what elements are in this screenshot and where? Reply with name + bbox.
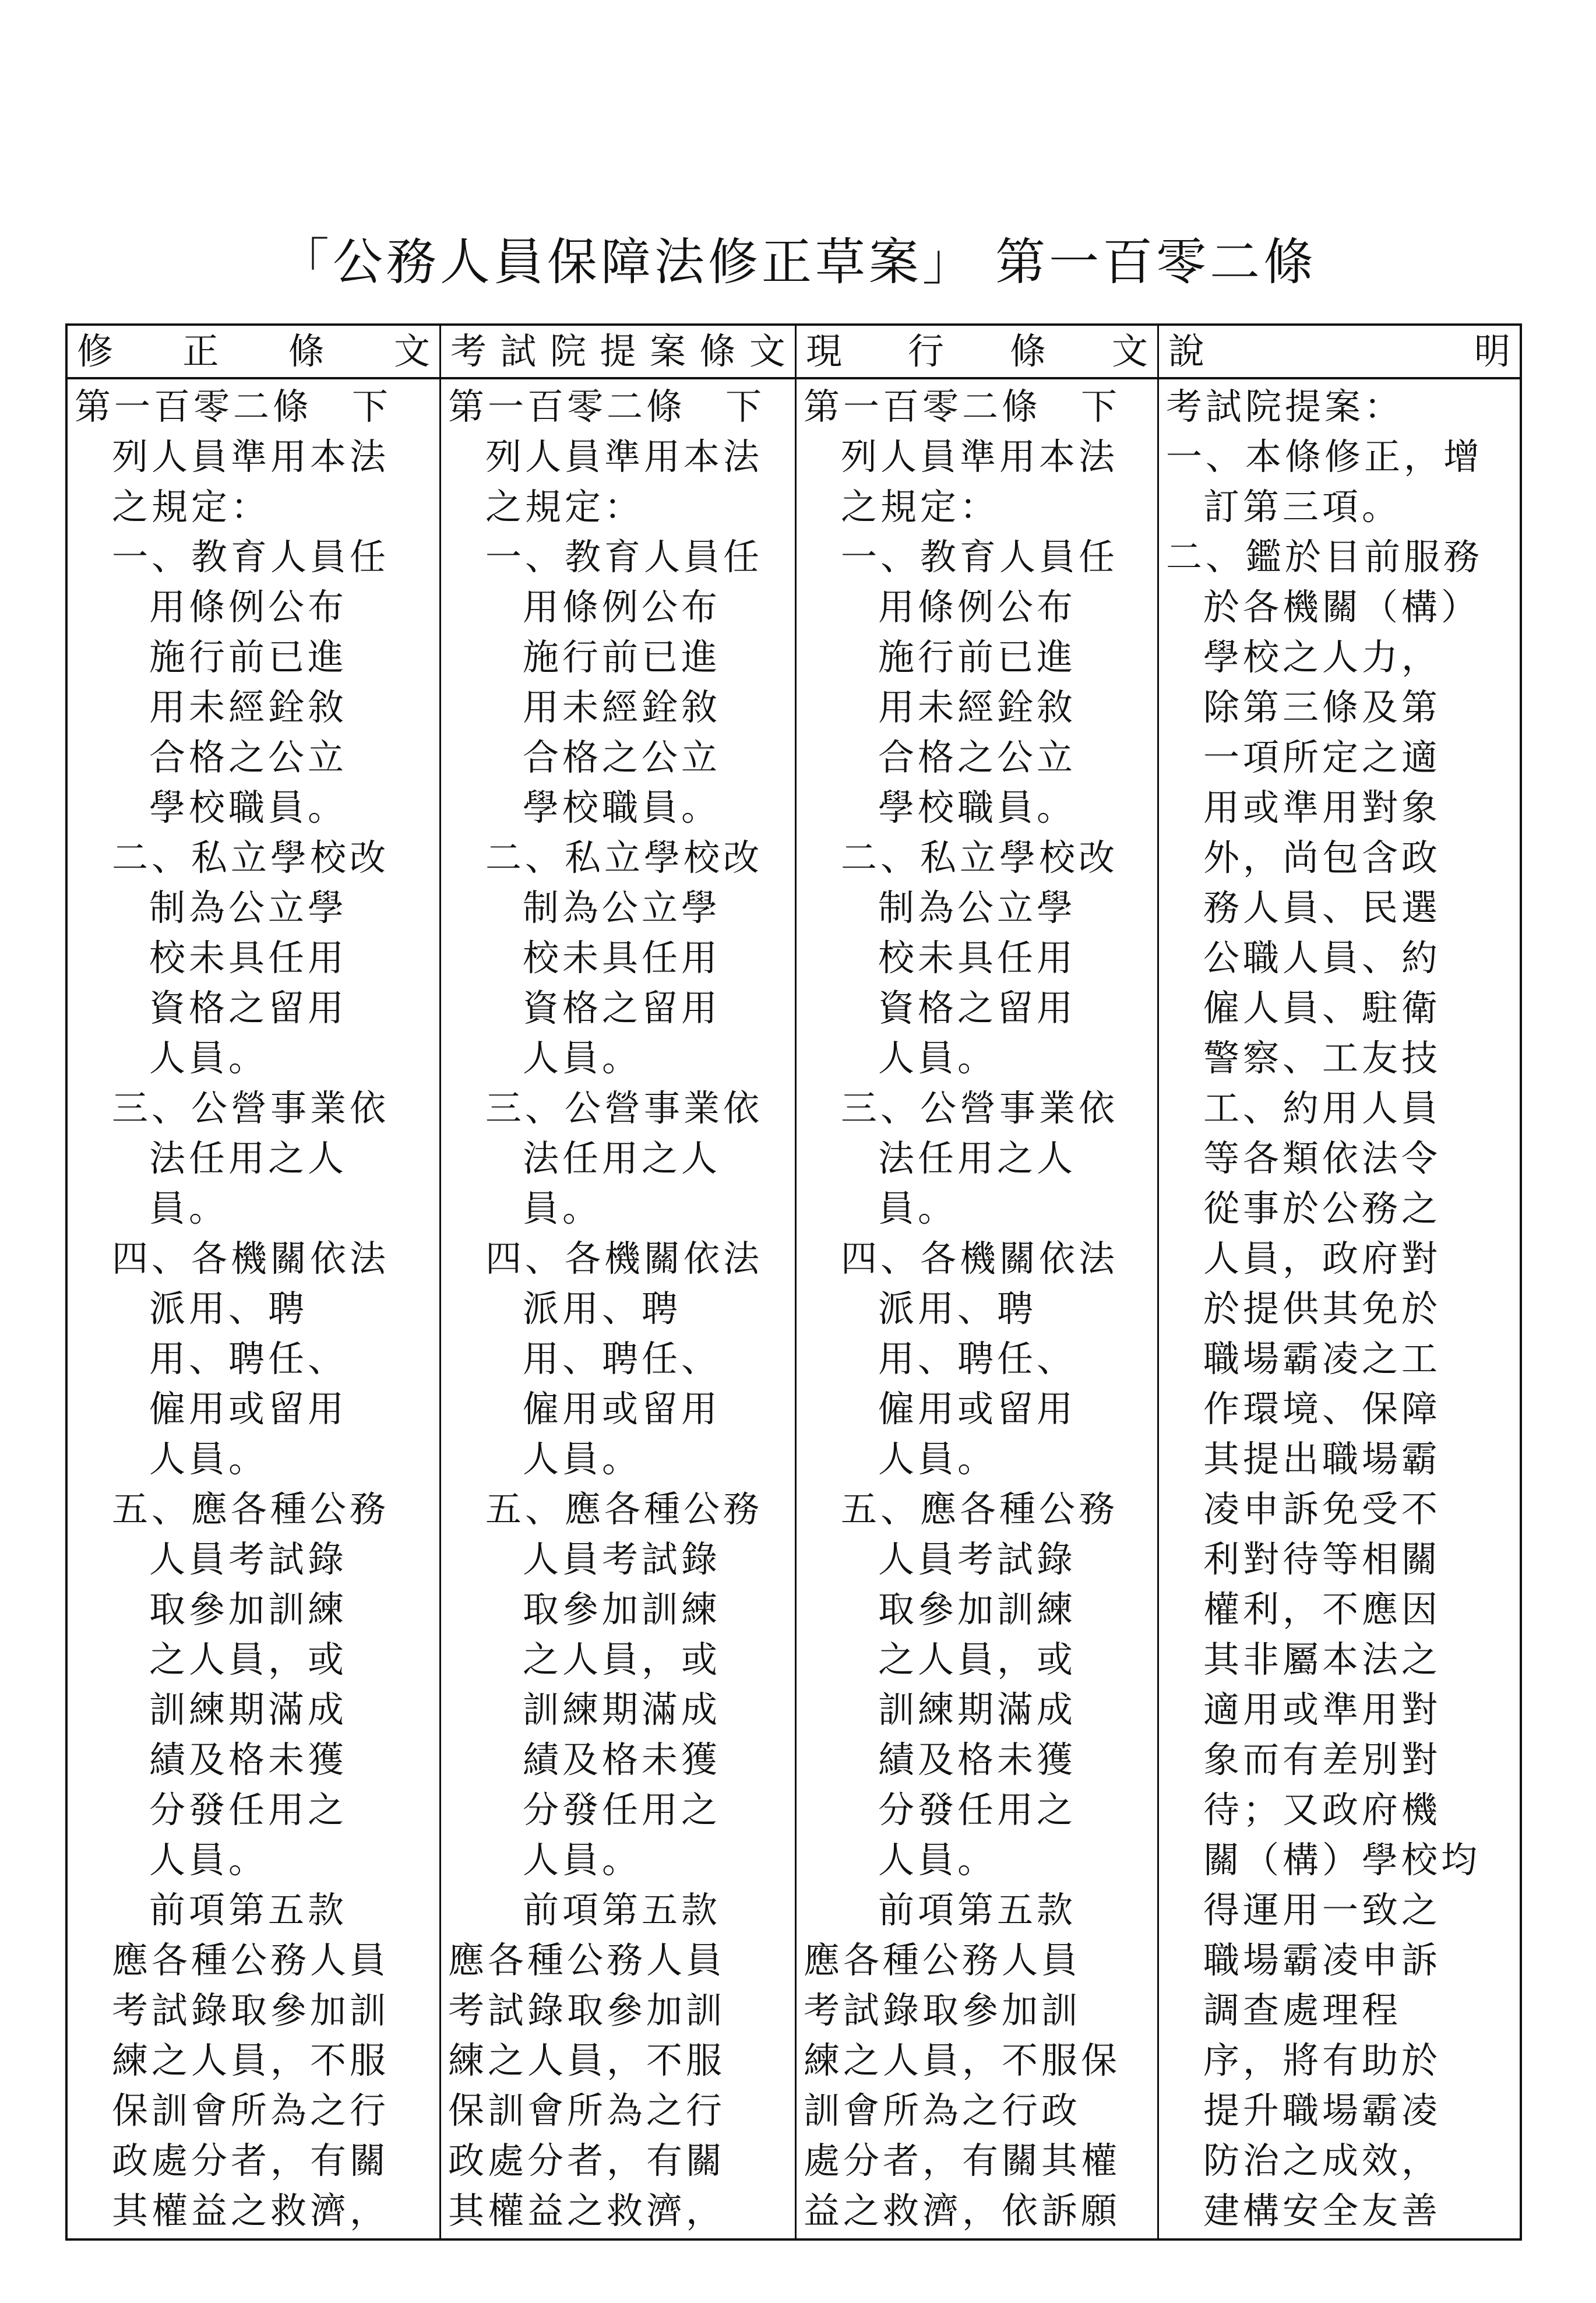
text-line: 學校職員。 [878, 786, 1077, 829]
text-line: 派用、聘 [523, 1287, 682, 1330]
text-line: 從事於公務之 [1203, 1187, 1442, 1230]
text-line: 其權益之救濟， [112, 2189, 390, 2232]
text-line: 關（構）學校均 [1203, 1839, 1481, 1881]
text-line: 考試錄取參加訓 [448, 1989, 726, 2031]
text-line: 派用、聘 [878, 1287, 1037, 1330]
text-line: 人員。 [878, 1438, 998, 1480]
column-header-char: 明 [1474, 330, 1510, 372]
text-line: 用條例公布 [523, 586, 721, 628]
text-line: 得運用一致之 [1203, 1889, 1442, 1931]
text-line: 待；又政府機 [1203, 1788, 1442, 1831]
text-line: 提升職場霸凌 [1203, 2089, 1442, 2132]
text-line: 警察、工友技 [1203, 1037, 1442, 1079]
text-line: 四、各機關依法 [485, 1237, 763, 1280]
text-line: 資格之留用 [523, 987, 721, 1029]
text-line: 之規定： [841, 485, 1000, 528]
text-line: 僱用或留用 [149, 1388, 348, 1430]
text-line: 學校職員。 [149, 786, 348, 829]
text-line: 利對待等相關 [1203, 1538, 1442, 1580]
text-line: 列人員準用本法 [841, 435, 1119, 478]
text-line: 考試錄取參加訓 [112, 1989, 390, 2031]
text-line: 資格之留用 [878, 987, 1077, 1029]
column-header-char: 行 [907, 330, 944, 372]
text-line: 人員。 [149, 1438, 269, 1480]
text-line: 訓練期滿成 [523, 1688, 721, 1731]
text-line: 權利，不應因 [1203, 1588, 1442, 1631]
text-line: 務人員、民選 [1203, 886, 1442, 929]
text-line: 第一百零二條 下 [804, 385, 1121, 428]
text-line: 訂第三項。 [1203, 485, 1402, 528]
text-line: 訓練期滿成 [149, 1688, 348, 1731]
text-line: 用條例公布 [149, 586, 348, 628]
text-line: 人員考試錄 [149, 1538, 348, 1580]
text-line: 作環境、保障 [1203, 1388, 1442, 1430]
text-line: 二、鑑於目前服務 [1166, 536, 1484, 578]
column-header-char: 條 [1009, 330, 1046, 372]
text-line: 一、教育人員任 [485, 536, 763, 578]
text-line: 校未具任用 [523, 936, 721, 979]
column-header-char: 條 [699, 330, 736, 372]
text-line: 施行前已進 [523, 636, 721, 678]
text-line: 應各種公務人員 [448, 1939, 726, 1981]
text-line: 五、應各種公務 [112, 1488, 390, 1530]
column-body [797, 382, 1157, 2238]
text-line: 員。 [523, 1187, 603, 1230]
column-header-exam-yuan [441, 326, 795, 379]
text-line: 列人員準用本法 [112, 435, 390, 478]
text-line: 施行前已進 [878, 636, 1077, 678]
text-line: 其提出職場霸 [1203, 1438, 1442, 1480]
text-line: 學校職員。 [523, 786, 721, 829]
text-line: 凌申訴免受不 [1203, 1488, 1442, 1530]
text-line: 適用或準用對 [1203, 1688, 1442, 1731]
column-header-char: 正 [182, 330, 219, 372]
text-line: 考試錄取參加訓 [804, 1989, 1081, 2031]
text-line: 制為公立學 [878, 886, 1077, 929]
text-line: 績及格未獲 [149, 1738, 348, 1781]
text-line: 二、私立學校改 [485, 836, 763, 879]
text-line: 一、教育人員任 [841, 536, 1119, 578]
text-line: 於各機關（構） [1203, 586, 1481, 628]
text-line: 於提供其免於 [1203, 1287, 1442, 1330]
text-line: 用或準用對象 [1203, 786, 1442, 829]
text-line: 之規定： [485, 485, 644, 528]
text-line: 一項所定之適 [1203, 736, 1442, 779]
column-exam-yuan-proposal [439, 326, 795, 2238]
text-line: 四、各機關依法 [112, 1237, 390, 1280]
text-line: 分發任用之 [878, 1788, 1077, 1831]
page-title: 「公務人員保障法修正草案」 第一百零二條 [279, 233, 1317, 291]
text-line: 練之人員，不服保 [804, 2039, 1121, 2082]
column-header-explanation [1159, 326, 1520, 379]
comparison-table [65, 323, 1522, 2241]
column-header-amended [68, 326, 439, 379]
text-line: 練之人員，不服 [448, 2039, 726, 2082]
text-line: 外，尚包含政 [1203, 836, 1442, 879]
text-line: 公職人員、約 [1203, 936, 1442, 979]
column-header-char: 院 [549, 330, 586, 372]
text-line: 人員。 [523, 1839, 642, 1881]
column-header-char: 說 [1168, 330, 1205, 372]
text-line: 員。 [149, 1187, 229, 1230]
text-line: 五、應各種公務 [485, 1488, 763, 1530]
text-line: 處分者，有關其權 [804, 2139, 1121, 2182]
text-line: 派用、聘 [149, 1287, 308, 1330]
column-header-char: 文 [749, 330, 785, 372]
text-line: 二、私立學校改 [841, 836, 1119, 879]
text-line: 其非屬本法之 [1203, 1638, 1442, 1681]
column-amended-text [68, 326, 439, 2238]
text-line: 分發任用之 [149, 1788, 348, 1831]
text-line: 象而有差別對 [1203, 1738, 1442, 1781]
text-line: 訓練期滿成 [878, 1688, 1077, 1731]
text-line: 人員。 [878, 1839, 998, 1881]
text-line: 僱用或留用 [878, 1388, 1077, 1430]
text-line: 建構安全友善 [1203, 2189, 1442, 2232]
text-line: 工、約用人員 [1203, 1087, 1442, 1129]
text-line: 合格之公立 [523, 736, 721, 779]
column-header-char: 考 [450, 330, 487, 372]
text-line: 績及格未獲 [878, 1738, 1077, 1781]
text-line: 用、聘任、 [878, 1337, 1077, 1380]
text-line: 之人員，或 [523, 1638, 721, 1681]
text-line: 三、公營事業依 [485, 1087, 763, 1129]
text-line: 法任用之人 [878, 1137, 1077, 1179]
text-line: 其權益之救濟， [448, 2189, 726, 2232]
text-line: 政處分者，有關 [448, 2139, 726, 2182]
text-line: 學校之人力， [1203, 636, 1442, 678]
text-line: 人員考試錄 [523, 1538, 721, 1580]
text-line: 制為公立學 [523, 886, 721, 929]
text-line: 保訓會所為之行 [112, 2089, 390, 2132]
text-line: 等各類依法令 [1203, 1137, 1442, 1179]
text-line: 序，將有助於 [1203, 2039, 1442, 2082]
text-line: 練之人員，不服 [112, 2039, 390, 2082]
text-line: 制為公立學 [149, 886, 348, 929]
text-line: 應各種公務人員 [804, 1939, 1081, 1981]
text-line: 用條例公布 [878, 586, 1077, 628]
text-line: 二、私立學校改 [112, 836, 390, 879]
text-line: 人員考試錄 [878, 1538, 1077, 1580]
text-line: 之人員，或 [149, 1638, 348, 1681]
text-line: 益之救濟，依訴願 [804, 2189, 1121, 2232]
text-line: 人員。 [523, 1438, 642, 1480]
column-header-char: 案 [649, 330, 686, 372]
column-body [441, 382, 795, 2238]
text-line: 校未具任用 [878, 936, 1077, 979]
text-line: 人員。 [523, 1037, 642, 1079]
text-line: 列人員準用本法 [485, 435, 763, 478]
text-line: 用未經銓敘 [878, 686, 1077, 728]
text-line: 三、公營事業依 [112, 1087, 390, 1129]
text-line: 防治之成效， [1203, 2139, 1442, 2182]
column-header-char: 條 [288, 330, 325, 372]
text-line: 五、應各種公務 [841, 1488, 1119, 1530]
text-line: 取參加訓練 [878, 1588, 1077, 1631]
text-line: 人員。 [878, 1037, 998, 1079]
text-line: 人員。 [149, 1037, 269, 1079]
text-line: 前項第五款 [878, 1889, 1077, 1931]
text-line: 保訓會所為之行 [448, 2089, 726, 2132]
text-line: 調查處理程 [1203, 1989, 1402, 2031]
column-header-char: 文 [1111, 330, 1148, 372]
text-line: 一、教育人員任 [112, 536, 390, 578]
text-line: 四、各機關依法 [841, 1237, 1119, 1280]
text-line: 之人員，或 [878, 1638, 1077, 1681]
text-line: 取參加訓練 [523, 1588, 721, 1631]
column-current-text [795, 326, 1157, 2238]
text-line: 一、本條修正，增 [1166, 435, 1484, 478]
text-line: 僱用或留用 [523, 1388, 721, 1430]
text-line: 職場霸凌申訴 [1203, 1939, 1442, 1981]
column-header-char: 試 [500, 330, 537, 372]
text-line: 合格之公立 [878, 736, 1077, 779]
text-line: 員。 [878, 1187, 958, 1230]
text-line: 人員。 [149, 1839, 269, 1881]
text-line: 第一百零二條 下 [448, 385, 766, 428]
text-line: 第一百零二條 下 [75, 385, 392, 428]
column-header-char: 文 [393, 330, 430, 372]
text-line: 僱人員、駐衛 [1203, 987, 1442, 1029]
text-line: 政處分者，有關 [112, 2139, 390, 2182]
text-line: 前項第五款 [149, 1889, 348, 1931]
text-line: 職場霸凌之工 [1203, 1337, 1442, 1380]
column-explanation [1157, 326, 1520, 2238]
text-line: 除第三條及第 [1203, 686, 1442, 728]
column-header-char: 修 [77, 330, 114, 372]
text-line: 前項第五款 [523, 1889, 721, 1931]
text-line: 法任用之人 [149, 1137, 348, 1179]
text-line: 用、聘任、 [523, 1337, 721, 1380]
text-line: 校未具任用 [149, 936, 348, 979]
text-line: 取參加訓練 [149, 1588, 348, 1631]
text-line: 之規定： [112, 485, 271, 528]
text-line: 人員，政府對 [1203, 1237, 1442, 1280]
text-line: 訓會所為之行政 [804, 2089, 1081, 2132]
text-line: 應各種公務人員 [112, 1939, 390, 1981]
text-line: 三、公營事業依 [841, 1087, 1119, 1129]
text-line: 施行前已進 [149, 636, 348, 678]
text-line: 績及格未獲 [523, 1738, 721, 1781]
column-header-char: 提 [600, 330, 636, 372]
text-line: 法任用之人 [523, 1137, 721, 1179]
text-line: 資格之留用 [149, 987, 348, 1029]
text-line: 用未經銓敘 [523, 686, 721, 728]
column-header-char: 現 [806, 330, 843, 372]
text-line: 用、聘任、 [149, 1337, 348, 1380]
text-line: 用未經銓敘 [149, 686, 348, 728]
text-line: 合格之公立 [149, 736, 348, 779]
column-header-current [797, 326, 1157, 379]
column-body [1159, 382, 1520, 2238]
text-line: 分發任用之 [523, 1788, 721, 1831]
text-line: 考試院提案： [1166, 385, 1404, 428]
column-body [68, 382, 439, 2238]
